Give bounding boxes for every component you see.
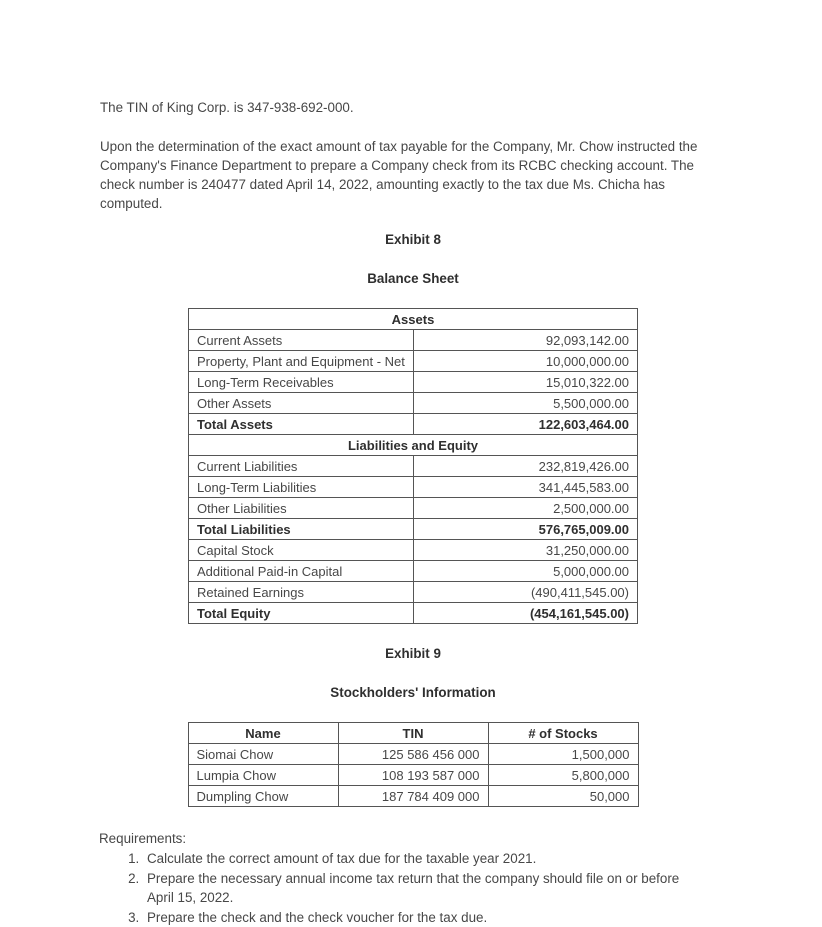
row-label: Capital Stock [189, 540, 414, 561]
row-label: Total Equity [189, 603, 414, 624]
stockholders-heading: Stockholders' Information [330, 685, 496, 700]
row-label: Additional Paid-in Capital [189, 561, 414, 582]
row-value: 576,765,009.00 [413, 519, 638, 540]
stockholder-stocks: 1,500,000 [488, 744, 638, 765]
requirements-list [99, 849, 726, 927]
exhibit-8-heading: Exhibit 8 [385, 232, 441, 247]
table-row [189, 456, 638, 477]
balance-sheet-table [188, 308, 638, 624]
assets-section-row [189, 309, 638, 330]
exhibit-9-heading: Exhibit 9 [385, 646, 441, 661]
table-row [188, 786, 638, 807]
total-assets-row [189, 414, 638, 435]
requirement-item: 3. Prepare the check and the check voucher for the tax due. [143, 908, 703, 927]
name-column-header: Name [188, 723, 338, 744]
stockholder-name: Lumpia Chow [188, 765, 338, 786]
tin-paragraph: The TIN of King Corp. is 347-938-692-000. [100, 100, 354, 115]
liabilities-section-row [189, 435, 638, 456]
check-instruction-paragraph: Upon the determination of the exact amount of tax payable for the Company, Mr. Chow instructed the Company's Finance Department to prepare a Company check from its RCBC checking account. The check number is 240477 dated April 14, 2022, amounting exactly to the tax due Ms. Chicha has computed. [100, 139, 698, 211]
table-row [188, 744, 638, 765]
row-value: (454,161,545.00) [413, 603, 638, 624]
table-row [189, 372, 638, 393]
table-row [188, 765, 638, 786]
requirements-label: Requirements: [99, 831, 187, 846]
stockholder-stocks: 5,800,000 [488, 765, 638, 786]
table-row [189, 540, 638, 561]
assets-section-header: Assets [189, 309, 638, 330]
liabilities-section-header: Liabilities and Equity [189, 435, 638, 456]
row-label: Retained Earnings [189, 582, 414, 603]
row-label: Property, Plant and Equipment - Net [189, 351, 414, 372]
stocks-column-header: # of Stocks [488, 723, 638, 744]
row-label: Other Assets [189, 393, 414, 414]
tin-column-header: TIN [338, 723, 488, 744]
row-label: Total Assets [189, 414, 414, 435]
row-value: (490,411,545.00) [413, 582, 638, 603]
row-value: 5,500,000.00 [413, 393, 638, 414]
row-label: Total Liabilities [189, 519, 414, 540]
row-value: 232,819,426.00 [413, 456, 638, 477]
total-equity-row [189, 603, 638, 624]
table-row [189, 330, 638, 351]
row-label: Other Liabilities [189, 498, 414, 519]
stockholders-table [188, 722, 639, 807]
row-label: Current Assets [189, 330, 414, 351]
row-value: 341,445,583.00 [413, 477, 638, 498]
row-value: 10,000,000.00 [413, 351, 638, 372]
balance-sheet-heading: Balance Sheet [367, 271, 459, 286]
row-value: 15,010,322.00 [413, 372, 638, 393]
row-label: Long-Term Liabilities [189, 477, 414, 498]
stockholder-name: Dumpling Chow [188, 786, 338, 807]
table-row [189, 351, 638, 372]
stockholder-tin: 187 784 409 000 [338, 786, 488, 807]
table-row [189, 477, 638, 498]
row-value: 92,093,142.00 [413, 330, 638, 351]
total-liabilities-row [189, 519, 638, 540]
requirement-item: 2. Prepare the necessary annual income tax return that the company should file on or before April 15, 2022. [143, 869, 703, 907]
row-label: Long-Term Receivables [189, 372, 414, 393]
stockholder-tin: 125 586 456 000 [338, 744, 488, 765]
table-row [189, 498, 638, 519]
row-value: 122,603,464.00 [413, 414, 638, 435]
stockholders-header-row [188, 723, 638, 744]
stockholder-tin: 108 193 587 000 [338, 765, 488, 786]
table-row [189, 582, 638, 603]
table-row [189, 393, 638, 414]
row-value: 31,250,000.00 [413, 540, 638, 561]
stockholder-stocks: 50,000 [488, 786, 638, 807]
row-label: Current Liabilities [189, 456, 414, 477]
requirements-section [99, 829, 726, 927]
table-row [189, 561, 638, 582]
requirement-item: 1. Calculate the correct amount of tax due for the taxable year 2021. [143, 849, 703, 868]
row-value: 5,000,000.00 [413, 561, 638, 582]
row-value: 2,500,000.00 [413, 498, 638, 519]
stockholder-name: Siomai Chow [188, 744, 338, 765]
